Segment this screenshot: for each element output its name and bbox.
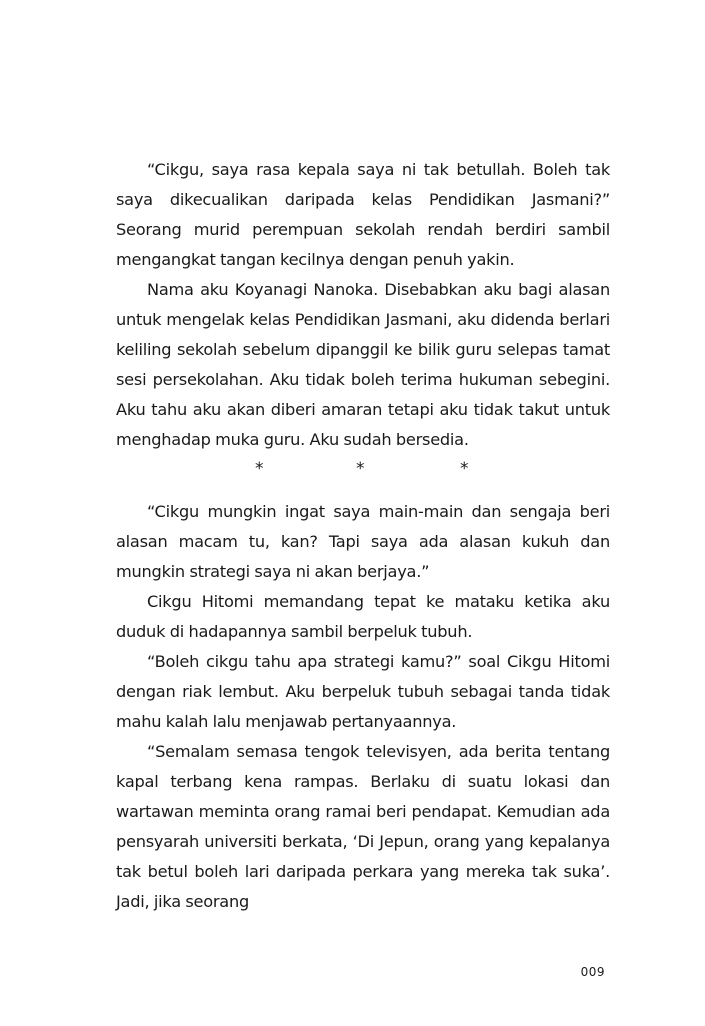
scene-break-separator bbox=[116, 455, 610, 485]
paragraph: “Cikgu, saya rasa kepala saya ni tak betullah. Boleh tak saya dikecualikan daripada kelas Pendidikan Jasmani?” Seorang murid perempuan sekolah rendah berdiri sambil mengangkat tangan kecilnya dengan penuh yakin. bbox=[116, 160, 610, 269]
paragraph: “Boleh cikgu tahu apa strategi kamu?” soal Cikgu Hitomi dengan riak lembut. Aku berpeluk tubuh sebagai tanda tidak mahu kalah lalu menjawab pertanyaannya. bbox=[116, 652, 610, 731]
paragraph: “Cikgu mungkin ingat saya main-main dan sengaja beri alasan macam tu, kan? Tapi saya ada alasan kukuh dan mungkin strategi saya ni akan berjaya.” bbox=[116, 502, 610, 581]
text-section-2 bbox=[116, 497, 610, 917]
paragraph: Nama aku Koyanagi Nanoka. Disebabkan aku bagi alasan untuk mengelak kelas Pendidikan Jasmani, aku didenda berlari keliling sekolah sebelum dipanggil ke bilik guru selepas tamat sesi persekolahan. Aku tidak boleh terima hukuman sebegini. Aku tahu aku akan diberi amaran tetapi aku tidak takut untuk menghadap muka guru. Aku sudah bersedia. bbox=[116, 280, 610, 449]
separator-asterisk: * bbox=[460, 459, 469, 479]
page-number: 009 bbox=[580, 965, 605, 979]
separator-asterisk: * bbox=[356, 459, 365, 479]
text-section-1 bbox=[116, 155, 610, 455]
separator-asterisk: * bbox=[255, 459, 264, 479]
paragraph: “Semalam semasa tengok televisyen, ada berita tentang kapal terbang kena rampas. Berlaku di suatu lokasi dan wartawan meminta orang ramai beri pendapat. Kemudian ada pensyarah universiti berkata, ‘Di Jepun, orang yang kepalanya tak betul boleh lari daripada perkara yang mereka tak suka’. Jadi, jika seorang bbox=[116, 742, 610, 911]
paragraph: Cikgu Hitomi memandang tepat ke mataku ketika aku duduk di hadapannya sambil berpeluk tubuh. bbox=[116, 592, 610, 641]
